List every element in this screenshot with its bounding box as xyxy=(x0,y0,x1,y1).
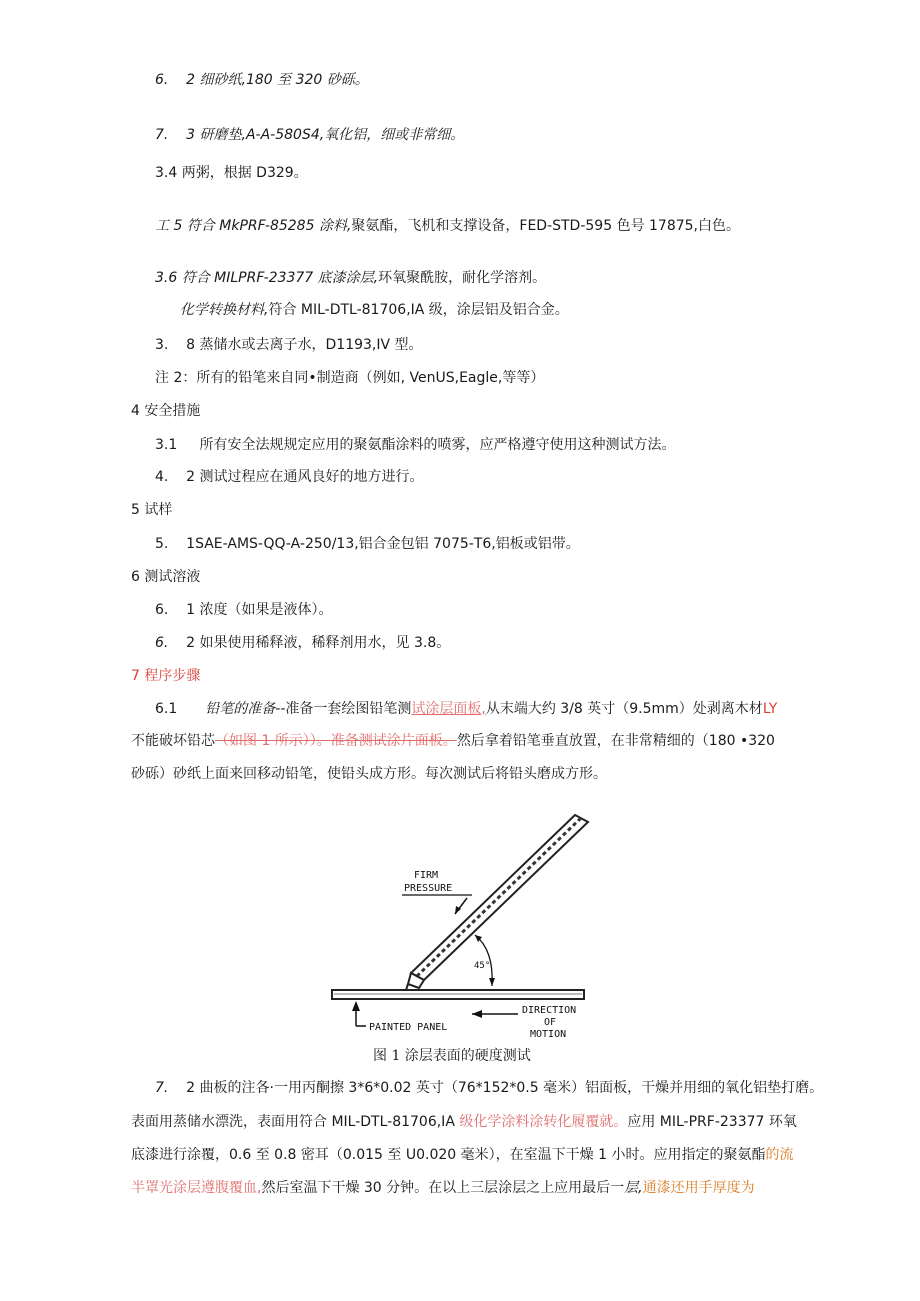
item-6-2 xyxy=(155,70,369,90)
paragraph-7-2-number: 7. xyxy=(155,1080,169,1096)
section-heading-4: 4 安全措施 xyxy=(131,403,201,419)
item-solution-6-2 xyxy=(155,633,450,653)
item-specimen-5-1-text: 5. 1SAE-AMS-QQ-A-250/13,铝合金包铝 7075-T6,铝板或铝带。 xyxy=(155,536,580,552)
paragraph-7-2-line-2 xyxy=(131,1112,797,1132)
paragraph-6-1-line-3 xyxy=(131,764,607,784)
item-safety-4-2 xyxy=(155,467,424,487)
of-label: OF xyxy=(544,1017,557,1028)
pencil-shape xyxy=(406,815,588,990)
figure-caption: 图 1 涂层表面的硬度测试 xyxy=(373,1048,531,1064)
panel-surface xyxy=(332,990,584,999)
paragraph-7-2-line-4 xyxy=(131,1178,755,1198)
item-3-8 xyxy=(155,335,423,355)
section-heading-7: 7 程序步骤 xyxy=(131,668,201,684)
paragraph-6-1-line-2 xyxy=(131,731,775,751)
item-specimen-5-1 xyxy=(155,534,580,554)
painted-panel-label xyxy=(352,1001,447,1033)
item-3-6-italic: 3.6 符合 MILPRF-23377 底漆涂层, xyxy=(155,270,379,286)
item-3-7-text: 符合 MIL-DTL-81706,IA 级，涂层铝及铝合金。 xyxy=(268,302,569,318)
item-3-5 xyxy=(155,216,740,236)
angle-label: 45° xyxy=(474,961,491,971)
paragraph-6-1-line-2-a: 不能破坏铅芯 xyxy=(131,733,215,749)
item-7-3 xyxy=(155,125,464,145)
item-3-7-italic: 化学转换材料, xyxy=(180,302,269,318)
item-safety-3-1 xyxy=(155,435,676,455)
item-solution-6-1-text: 6. 1 浓度（如果是液体）。 xyxy=(155,602,333,618)
item-3-5-text: 聚氨酯，飞机和支撑设备，FED-STD-595 色号 17875,白色。 xyxy=(351,218,740,234)
paragraph-7-2-line-4-a: 然后室温下干燥 30 分钟。在以上三层涂层之上应用最后一 xyxy=(261,1180,625,1196)
paragraph-7-2-line-1 xyxy=(155,1078,823,1098)
paragraph-6-1-text-b: 从末端大约 3/8 英寸（9.5mm）处剥离木材 xyxy=(485,701,763,717)
item-safety-4-2-text: 4. 2 测试过程应在通风良好的地方进行。 xyxy=(155,469,424,485)
item-3-5-italic: 工 5 符合 MkPRF-85285 涂料, xyxy=(155,218,352,234)
item-3-6-text: 环氧聚酰胺，耐化学溶剂。 xyxy=(378,270,547,286)
note-2 xyxy=(155,368,544,388)
paragraph-6-1-text-a: 准备一套绘图铅笔测 xyxy=(285,701,412,717)
paragraph-7-2-line-3-orange: 的流 xyxy=(765,1147,794,1163)
direction-label: DIRECTION xyxy=(522,1005,577,1016)
paragraph-7-2-text: 2 曲板的注各·一用丙酮擦 3*6*0.02 英寸（76*152*0.5 毫米）铝面板，干燥并用细的氧化铝垫打磨。 xyxy=(168,1080,824,1096)
pencil-hardness-figure xyxy=(322,810,594,1040)
paragraph-6-1-red-1: 试涂层面板, xyxy=(411,701,486,717)
firm-label: FIRM xyxy=(414,870,439,881)
paragraph-7-2-line-2-red: 级化学涂料涂转化履覆就。 xyxy=(459,1114,628,1130)
section-heading-5: 5 试样 xyxy=(131,502,173,518)
pressure-label: PRESSURE xyxy=(404,883,453,894)
paragraph-6-1-line-1 xyxy=(155,699,777,719)
paragraph-7-2-line-4-italic: 层, xyxy=(624,1180,643,1196)
item-3-4-text: 3.4 两粥，根据 D329。 xyxy=(155,165,308,181)
firm-pressure-label xyxy=(402,870,472,914)
paragraph-6-1-red-2: LY xyxy=(762,701,778,717)
paragraph-6-1-number: 6.1 xyxy=(155,701,178,717)
item-solution-6-2-text: 2 如果使用稀释液，稀释剂用水，见 3.8。 xyxy=(168,635,451,651)
paragraph-6-1-line-3-text: 砂砾）砂纸上面来回移动铅笔，使铅头成方形。每次测试后将铅头磨成方形。 xyxy=(131,766,607,782)
paragraph-7-2-line-4-orange: 通漆还用手厚度为 xyxy=(642,1180,755,1196)
painted-panel-text: PAINTED PANEL xyxy=(369,1022,448,1033)
paragraph-6-1-line-2-red: （如图 1 所示））。准备测试涂片面板。 xyxy=(215,733,457,749)
paragraph-7-2-line-3-text: 底漆进行涂覆，0.6 至 0.8 密耳（0.015 至 U0.020 毫米），在室温下干燥 1 小时。应用指定的聚氨酯 xyxy=(131,1147,766,1163)
item-3-7 xyxy=(180,300,569,320)
item-3-6 xyxy=(155,268,546,288)
direction-of-motion xyxy=(472,1005,576,1040)
section-heading-6: 6 测试溶液 xyxy=(131,569,201,585)
paragraph-7-2-line-4-red: 半罩光涂层遵腹覆血, xyxy=(131,1180,262,1196)
item-solution-6-2-num: 6. xyxy=(155,635,169,651)
item-6-2-text: 6. 2 细砂纸,180 至 320 砂砾。 xyxy=(155,72,369,88)
note-2-text: 注 2：所有的铅笔来自同•制造商（例如, VenUS,Eagle,等等） xyxy=(155,370,545,386)
motion-label: MOTION xyxy=(530,1029,567,1040)
item-7-3-text: 7. 3 研磨垫,A-A-580S4,氧化铝，细或非常细。 xyxy=(155,127,465,143)
paragraph-7-2-line-2-a: 表面用蒸储水漂洗，表面用符合 MIL-DTL-81706,IA xyxy=(131,1114,460,1130)
paragraph-6-1-italic: 铅笔的准备-- xyxy=(205,701,286,717)
paragraph-7-2-line-3 xyxy=(131,1145,793,1165)
angle-indicator xyxy=(474,935,495,986)
item-safety-3-1-text: 3.1 所有安全法规规定应用的聚氨酯涂料的喷雾，应严格遵守使用这种测试方法。 xyxy=(155,437,676,453)
paragraph-7-2-line-2-b: 应用 MIL-PRF-23377 环氧 xyxy=(627,1114,797,1130)
item-3-4 xyxy=(155,163,308,183)
item-3-8-text: 3. 8 蒸储水或去离子水，D1193,IV 型。 xyxy=(155,337,423,353)
item-solution-6-1 xyxy=(155,600,333,620)
paragraph-6-1-line-2-b: 然后拿着铅笔垂直放置，在非常精细的（180 •320 xyxy=(456,733,775,749)
